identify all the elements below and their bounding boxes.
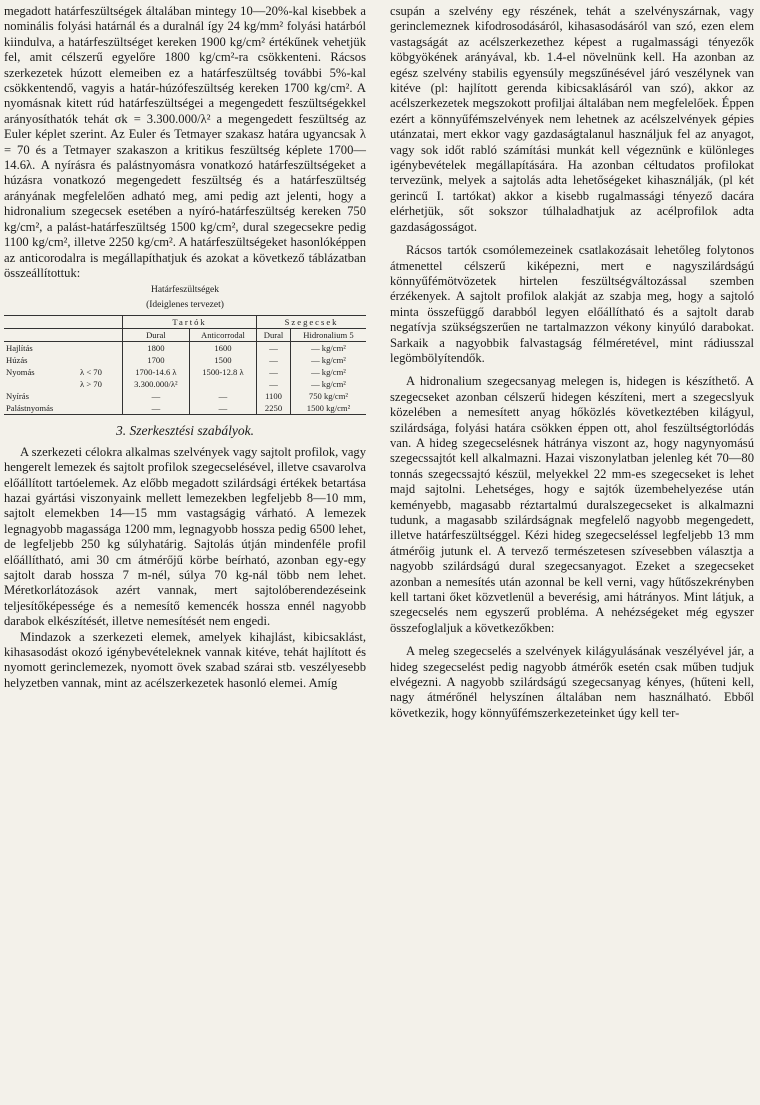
table-caption: Határfeszültségek — [150, 285, 220, 296]
left-column — [4, 4, 366, 691]
paragraph: csupán a szelvény egy részének, tehát a szelvényszárnak, vagy gerinclemeznek kifodrosodásáról, kihasasodásáról van szó, ezen elem vastagságát az acélszerkezethez képest a rugalmassági tényezők köbgyökének arányával, kb. 1.4-el növelnünk kell. Ha azonban az egész szelvény stabilis egyensúly megszűnésével járó veszélynek van kitéve (pl: hajlított gerenda kibicsaklásáról van szó), akkor az acélszerkezetek megszokott profiljai általában nem megfelelőek. Éppen ezért a könnyűfémszelvények nem lehetnek az acélszelvények gépies utánzatai, mert ekkor vagy gazdaságtalanul használjuk fel az anyagot, vagy sok időt rabló számítási munkát kell végeznünk e különleges igénybevételek megállapítására. Ha azonban céltudatos profilokat tervezünk, melyek a sajtolás adta lehetőségeket kihasználják, (pl két gerincű I. tartókat) akkor a kisebb rugalmassági tényező dacára elérhetjük, sőt sokszor túlhaladhatjuk az acélprofilok adta gazdaságosságot. — [390, 4, 754, 234]
table-row: Hajlítás 1800 1600 — — kg/cm² — [4, 342, 366, 355]
right-column — [390, 4, 754, 721]
table-column-header: Anticorrodal — [189, 329, 256, 342]
paragraph: Mindazok a szerkezeti elemek, amelyek kihajlást, kibicsaklást, kihasasodást okozó igénybevételeknek vannak kitéve, tehát hajlított és nyomott gerinclemezek, nyomott övek szabad szárai stb. veszélyesebb helyzetben vannak, mint az acélszerkezetek hasonló elemei. Amíg — [4, 629, 366, 690]
table-row: Nyomás λ < 70 1700-14.6 λ 1500-12.8 λ — — kg/cm² — [4, 366, 366, 378]
section-title: 3. Szerkesztési szabályok. — [116, 423, 254, 439]
table-row: Húzás 1700 1500 — — kg/cm² — [4, 354, 366, 366]
paragraph: A meleg szegecselés a szelvények kilágyulásának veszélyével jár, a hideg szegecselést pedig nagyobb átmérők esetén csak műben tudjuk elvégezni. A nagyobb szilárdságú szegecsanyag kényes, (hűteni kell, nagy átmérőnél helyszínen általában nem használható. Ebből következik, hogy könnyűfémszerkezeteinket úgy kell ter- — [390, 644, 754, 720]
paragraph: megadott határfeszültségek általában mintegy 10—20%-kal kisebbek a nominális folyási határnál és a duralnál így 24 kg/mm² folyási határból kiindulva, a határfeszültséget kereken 1900 kg/cm² értékűnek vehetjük fel, amit célszerű egyelőre 1800 kg/cm²-ra csökkenteni. Rácsos szerkezetek húzott elemeiben ez a határfeszültség további 5%-kal csökkentendő, vagyis a határ-húzófeszültség kereken 1700 kg/cm². A nyomásnak kitett rúd határfeszültségei a megengedett feszültségekkel arányosíthatók tehát σk = 3.300.000/λ² a megengedett feszültség az Euler képlet szerint. Az Euler és Tetmayer szakasz határa ugyancsak λ = 70 és a Tetmayer szakaszon a kritikus feszültség képlete 1700— 14.6λ. A nyírásra és palástnyomásra vonatkozó határfeszültségeket a húzásra vonatkozó megengedett feszültség és a határfeszültség arányának megfelelően adható meg, ami pedig azt jelenti, hogy a hidronalium szegecsek esetében a nyíró-határfeszültség kereken 750 kg/cm², a palást-határfeszültség 1500 kg/cm², dural szegecsekre pedig 1100 kg/cm², illetve 2250 kg/cm². A határfeszültségeket hasonlóképpen az anticorodalra is megállapíthatjuk és azokat a következő táblázatban összeállítottuk: — [4, 4, 366, 280]
table-group-header: Szegecsek — [257, 316, 366, 329]
paragraph: A hidronalium szegecsanyag melegen is, hidegen is készíthető. A szegecseket azonban célszerű hidegen készíteni, mert a szegecslyuk közelében a nemesített anyag hőközlés következtében kilágyul, szilárdsága, folyási határa csökken éppen ott, ahol feszültségtorlódás van. A hideg szegecselésnek hátránya viszont az, hogy nagynyomású szegecssajtót kell alkalmazni. Hazai viszonylatban jelenleg két 70—80 tonnás szegecssajtó készül, melyekkel 22 mm-es szegecseket is lehet majd sajtolni. Lehetséges, hogy e sajtók üzembehelyezése után keményebb, magasabb réztartalmú duralszegecseket is alkalmazni tudunk, a magasabb szilárdságnak megfelelő nagyobb megengedett, illetve határfeszültséggel. Kézi hideg szegecseléssel legfeljebb 13 mm átmérőig jutunk el. A tervező természetesen szívesebben választja a nagyobb szilárdságú dural szegecsanyagot. Ezeket a szegecseket azonban a nemesítés után azonnal be kell verni, vagy hűtőszekrényben kell tartani őket közvetlenül a beverésig, ami hátrányos. Mint látjuk, a szegecselés nem egyszerű probléma. A nehézségeket még egyszer összefoglaljuk a következőkben: — [390, 374, 754, 635]
table-subcaption: (Ideiglenes tervezet) — [146, 300, 224, 311]
paragraph: A szerkezeti célokra alkalmas szelvények vagy sajtolt profilok, vagy hengerelt lemezek és sajtolt profilok szegecselésével, illetve csavarolva előállított tartóelemek. Az előbb megadott szilárdsági értékek betartása hazai gyártási viszonyaink mellett lemezekben legfeljebb 8—10 mm, sajtolt elemekben 14—15 mm vastagságig várható. A lemezek legnagyobb magassága 1200 mm, legnagyobb hossza pedig 6500 lehet, de legfeljebb 250 kg súlyhatárig. Sajtolás útján mindenféle profil előállítható, ami 30 cm átmérőjű körbe beírható, azonban egy-egy sajtolt darab hossza 7 m-nél, súlya 70 kg-nál több nem lehet. Méretkorlátozások azért vannak, mert sajtolóberendezéseink teljesítőképessége és a nemesítő kemencék hossza ennél nagyobb darabok elkészítését, illetve nemesítését nem engedi. — [4, 444, 366, 629]
table-row: Nyírás — — 1100 750 kg/cm² — [4, 390, 366, 402]
table-group-header: Tartók — [123, 316, 257, 329]
table-row: Palástnyomás — — 2250 1500 kg/cm² — [4, 402, 366, 415]
table-row: λ > 70 3.300.000/λ² — — kg/cm² — [4, 378, 366, 390]
stress-limits-table — [4, 315, 366, 415]
table-column-header: Dural — [257, 329, 291, 342]
paragraph: Rácsos tartók csomólemezeinek csatlakozásait lehetőleg folytonos átmenettel célszerű kiképezni, mert e nagyszilárdságú könnyűfémötvözetek hirtelen feszültségváltozással szemben érzékenyek. A sajtolt profilok alakját az szabja meg, hogy a sajtoló minta összefüggő darabból legyen előállítható és a sajtolt darab negatívja szükségszerűen ne tartalmazzon vékony kinyúló darabokat. Sarkaik a nagyobbik falvastagság félméretével, mint rádiusszal legömbölyítendők. — [390, 243, 754, 365]
table-column-header: Hidronalium 5 — [290, 329, 366, 342]
table-column-header: Dural — [123, 329, 190, 342]
